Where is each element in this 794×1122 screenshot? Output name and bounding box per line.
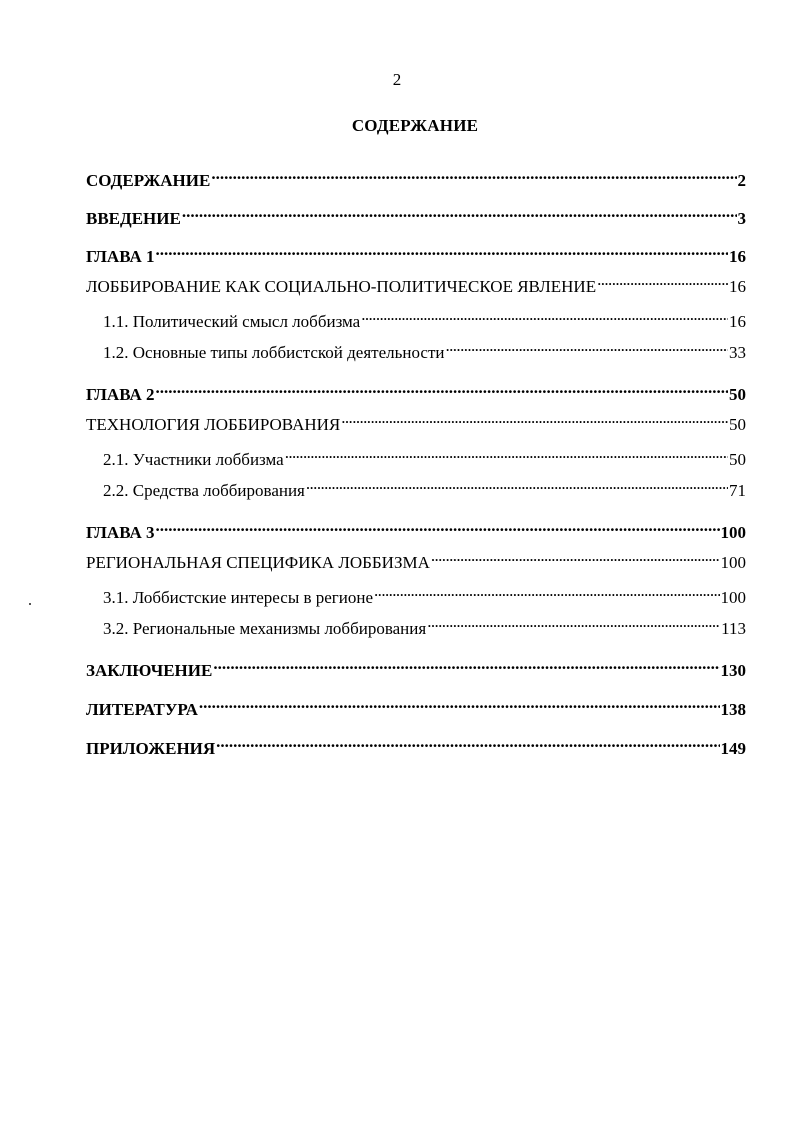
dot-leader <box>445 338 728 358</box>
toc-entry-page: 50 <box>729 450 746 469</box>
toc-entry-literature[interactable] <box>86 695 746 720</box>
dot-leader <box>211 166 736 186</box>
scan-speck <box>29 603 31 605</box>
dot-leader <box>156 242 729 262</box>
toc-entry-section-2-2[interactable] <box>103 476 746 501</box>
dot-leader <box>156 518 720 538</box>
dot-leader <box>285 445 728 465</box>
toc-entry-section-1-1[interactable] <box>103 307 746 332</box>
toc-entry-conclusion[interactable] <box>86 656 746 681</box>
dot-leader <box>182 204 737 224</box>
toc-entry-page: 33 <box>729 343 746 362</box>
toc-entry-page: 149 <box>720 739 746 758</box>
dot-leader <box>216 734 719 754</box>
toc-entry-label: ГЛАВА 2 <box>86 385 155 404</box>
dot-leader <box>427 614 720 634</box>
dot-leader <box>199 695 720 715</box>
toc-entry-page: 2 <box>737 171 746 190</box>
toc-entry-page: 71 <box>729 481 746 500</box>
toc-entry-label: 2.2. Средства лоббирования <box>103 481 305 500</box>
toc-entry-page: 100 <box>720 588 746 607</box>
toc-entry-section-3-1[interactable] <box>103 583 746 608</box>
dot-leader <box>361 307 728 327</box>
toc-entry-page: 16 <box>729 277 746 296</box>
toc-entry-chapter-1-title[interactable] <box>86 272 746 297</box>
dot-leader <box>431 548 720 568</box>
dot-leader <box>341 410 728 430</box>
toc-entry-label: 2.1. Участники лоббизма <box>103 450 284 469</box>
toc-entry-label: ГЛАВА 1 <box>86 247 155 266</box>
toc-entry-page: 100 <box>720 553 746 572</box>
toc-entry-page: 16 <box>729 247 746 266</box>
toc-entry-label: ЗАКЛЮЧЕНИЕ <box>86 661 213 680</box>
toc-entry-page: 113 <box>721 619 746 638</box>
toc-entry-chapter-2[interactable] <box>86 380 746 405</box>
toc-entry-label: ЛИТЕРАТУРА <box>86 700 198 719</box>
toc-entry-label: ЛОББИРОВАНИЕ КАК СОЦИАЛЬНО-ПОЛИТИЧЕСКОЕ ЯВЛЕНИЕ <box>86 277 597 296</box>
dot-leader <box>374 583 719 603</box>
dot-leader <box>597 272 728 292</box>
toc-entry-section-1-2[interactable] <box>103 338 746 363</box>
toc-entry-label: 3.1. Лоббистские интересы в регионе <box>103 588 374 607</box>
page-number: 2 <box>392 70 402 89</box>
dot-leader <box>213 656 719 676</box>
dot-leader <box>306 476 728 496</box>
dot-leader <box>156 380 729 400</box>
toc-entry-appendices[interactable] <box>86 734 746 759</box>
toc-entry-label: СОДЕРЖАНИЕ <box>86 171 211 190</box>
page-title: СОДЕРЖАНИЕ <box>351 116 479 135</box>
toc-entry-page: 50 <box>729 415 746 434</box>
toc-entry-chapter-2-title[interactable] <box>86 410 746 435</box>
toc-entry-chapter-1[interactable] <box>86 242 746 267</box>
toc-entry-label: РЕГИОНАЛЬНАЯ СПЕЦИФИКА ЛОББИЗМА <box>86 553 430 572</box>
toc-entry-page: 100 <box>720 523 746 542</box>
toc-entry-section-3-2[interactable] <box>103 614 746 639</box>
toc-entry-label: 1.1. Политический смысл лоббизма <box>103 312 361 331</box>
toc-entry-label: ТЕХНОЛОГИЯ ЛОББИРОВАНИЯ <box>86 415 341 434</box>
toc-entry-contents[interactable] <box>86 166 746 191</box>
toc-entry-page: 138 <box>720 700 746 719</box>
toc-entry-page: 3 <box>737 209 746 228</box>
toc-entry-label: 1.2. Основные типы лоббистской деятельности <box>103 343 445 362</box>
toc-entry-introduction[interactable] <box>86 204 746 229</box>
toc-entry-page: 16 <box>729 312 746 331</box>
toc-entry-label: ПРИЛОЖЕНИЯ <box>86 739 216 758</box>
toc-entry-label: ГЛАВА 3 <box>86 523 155 542</box>
toc-entry-page: 130 <box>720 661 746 680</box>
toc-entry-label: 3.2. Региональные механизмы лоббирования <box>103 619 427 638</box>
toc-entry-section-2-1[interactable] <box>103 445 746 470</box>
toc-entry-label: ВВЕДЕНИЕ <box>86 209 181 228</box>
toc-entry-chapter-3[interactable] <box>86 518 746 543</box>
toc-entry-chapter-3-title[interactable] <box>86 548 746 573</box>
toc-entry-page: 50 <box>729 385 746 404</box>
